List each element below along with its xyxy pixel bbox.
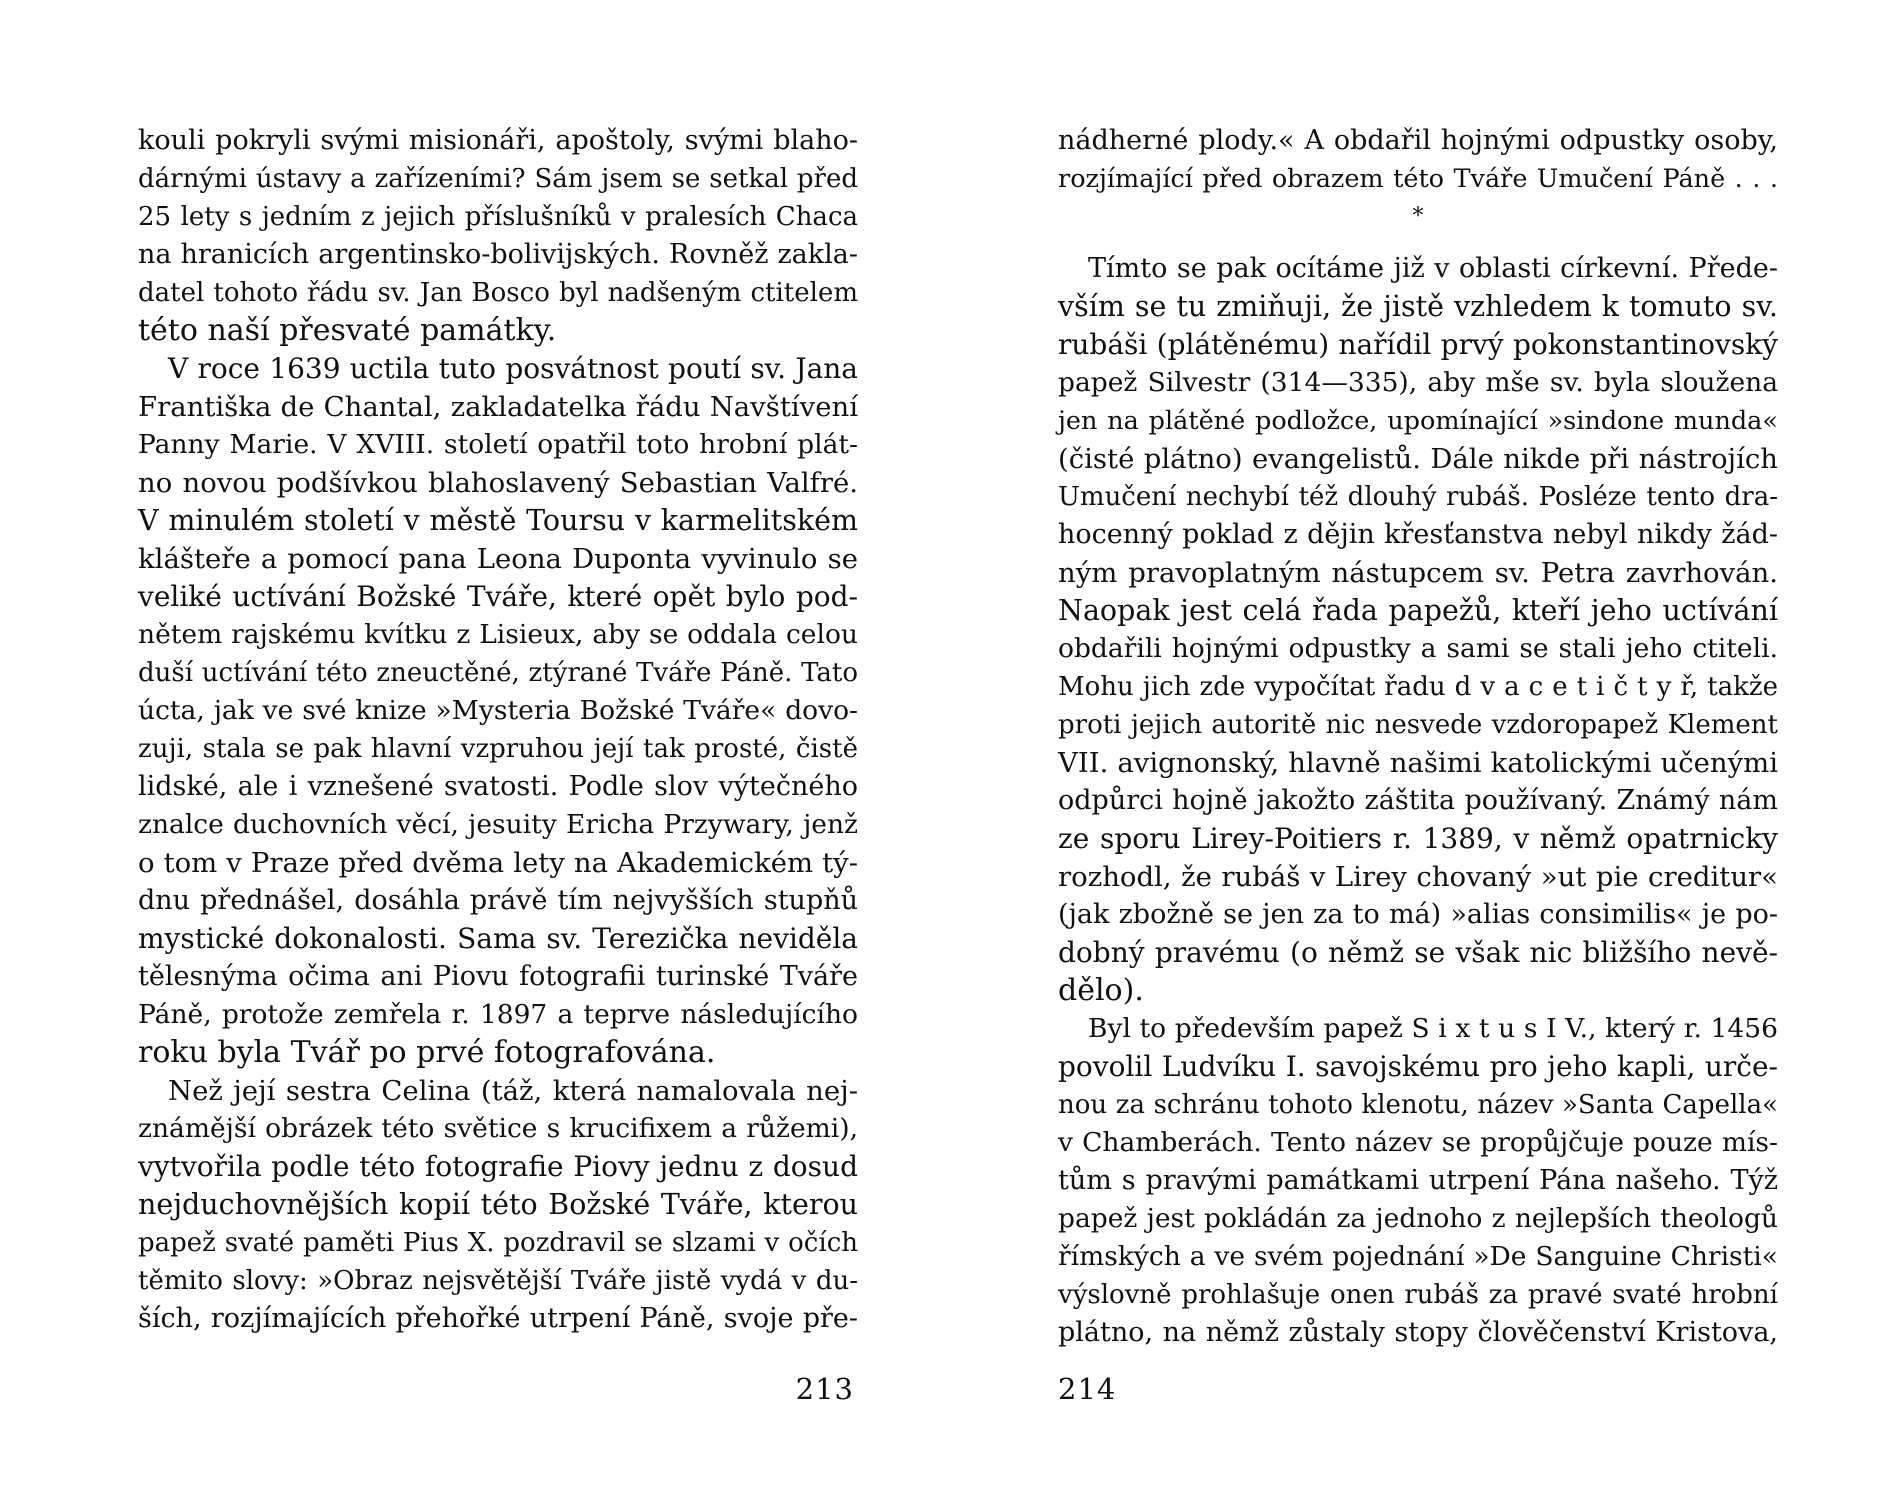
text-line: ších, rozjímajících přehořké utrpení Páně, svoje pře-: [138, 1303, 858, 1334]
text-line: odpůrci hojně jakožto záštita používaný. Známý nám: [1058, 785, 1778, 816]
right-page: [1058, 0, 1778, 1500]
text-line: hocenný poklad z dějin křesťanstva nebyl nikdy žád-: [1058, 519, 1778, 550]
text-line: jen na plátěné podložce, upomínající »sindone munda«: [1058, 406, 1778, 436]
text-line: této naší přesvaté památky.: [138, 313, 557, 348]
text-line: vším se tu zmiňuji, že jistě vzhledem k tomuto sv.: [1058, 290, 1778, 323]
text-line: mystické dokonalosti. Sama sv. Terezička neviděla: [138, 922, 858, 955]
text-line: rubáši (plátěnému) nařídil prvý pokonstantinovský: [1058, 328, 1778, 361]
text-line: Páně, protože zemřela r. 1897 a teprve následujícího: [138, 999, 858, 1030]
section-separator: *: [1412, 204, 1424, 229]
text-line: papež jest pokládán za jednoho z nejlepších theologů: [1058, 1203, 1778, 1234]
text-line: dělo).: [1058, 973, 1144, 1008]
text-line: plátno, na němž zůstaly stopy člověčenství Kristova,: [1058, 1317, 1778, 1348]
text-line: o tom v Praze před dvěma lety na Akademickém tý-: [138, 847, 858, 879]
left-page-text: [138, 122, 858, 1338]
text-line: (jak zbožně se jen za to má) »alias consimilis« je po-: [1058, 899, 1778, 930]
text-line: nou za schránu tohoto klenotu, název »Santa Capella«: [1058, 1090, 1778, 1120]
text-line: známější obrázek této světice s krucifixem a růžemi),: [138, 1113, 858, 1144]
text-line: kouli pokryli svými misionáři, apoštoly, svými blaho-: [138, 125, 858, 156]
text-line: římských a ve svém pojednání »De Sanguine Christi«: [1058, 1241, 1778, 1272]
text-line: datel tohoto řádu sv. Jan Bosco byl nadšeným ctitelem: [138, 278, 858, 308]
text-line: dnu přednášel, dosáhla právě tím nejvyšších stupňů: [138, 885, 858, 916]
text-line: duší uctívání této zneuctěné, ztýrané Tváře Páně. Tato: [138, 658, 858, 688]
text-line: VII. avignonský, hlavně našimi katolickými učenými: [1058, 747, 1778, 779]
text-line: Panny Marie. V XVIII. století opatřil toto hrobní plát-: [138, 429, 858, 460]
text-line: obdařili hojnými odpustky a sami se stali jeho ctiteli.: [1058, 633, 1778, 664]
text-line: papež svaté paměti Pius X. pozdravil se slzami v očích: [138, 1228, 858, 1258]
text-line: těmito slovy: »Obraz nejsvětější Tváře jistě vydá v du-: [138, 1266, 858, 1296]
text-line: Byl to především papež S i x t u s I V., který r. 1456: [1088, 1013, 1778, 1044]
text-line: ze sporu Lirey-Poitiers r. 1389, v němž opatrnicky: [1058, 822, 1778, 855]
text-line: dárnými ústavy a zařízeními? Sám jsem se setkal před: [138, 164, 858, 194]
text-line: V minulém století v městě Toursu v karmelitském: [138, 504, 858, 537]
text-line: tělesnýma očima ani Piovu fotografii turinské Tváře: [138, 961, 858, 992]
text-line: Františka de Chantal, zakladatelka řádu Navštívení: [138, 391, 858, 423]
text-line: lidské, ale i vznešené svatosti. Podle slov výtečného: [138, 771, 858, 802]
right-page-text: [1058, 122, 1778, 1352]
text-line: Umučení nechybí též dlouhý rubáš. Posléze tento dra-: [1058, 482, 1778, 512]
text-line: V roce 1639 uctila tuto posvátnost poutí sv. Jana: [168, 352, 858, 385]
text-line: tům s pravými památkami utrpení Pána našeho. Týž: [1058, 1165, 1778, 1196]
text-line: povolil Ludvíku I. savojskému pro jeho kapli, urče-: [1058, 1050, 1778, 1083]
text-line: dobný pravému (o němž se však nic bližšího nevě-: [1058, 936, 1778, 969]
text-line: ným pravoplatným nástupcem sv. Petra zavrhován.: [1058, 557, 1778, 589]
text-line: zuji, stala se pak hlavní vzpruhou její tak prosté, čistě: [138, 734, 858, 764]
text-line: výslovně prohlašuje onen rubáš za pravé svaté hrobní: [1058, 1280, 1778, 1310]
text-line: nětem rajskému kvítku z Lisieux, aby se oddala celou: [138, 619, 858, 650]
page-number: 214: [1058, 1372, 1117, 1406]
text-line: 25 lety s jedním z jejich příslušníků v pralesích Chaca: [138, 202, 858, 232]
text-line: v Chamberách. Tento název se propůjčuje pouze mís-: [1058, 1127, 1778, 1158]
text-line: vytvořila podle této fotografie Piovy jednu z dosud: [138, 1150, 858, 1183]
text-line: Mohu jich zde vypočítat řadu d v a c e t i č t y ř, takže: [1058, 672, 1778, 702]
text-line: veliké uctívání Božské Tváře, které opět bylo pod-: [138, 580, 858, 613]
text-line: znalce duchovních věcí, jesuity Ericha Przywary, jenž: [138, 809, 858, 840]
text-line: Naopak jest celá řada papežů, kteří jeho uctívání: [1058, 594, 1778, 627]
left-page: [138, 0, 858, 1500]
text-line: (čisté plátno) evangelistů. Dále nikde při nástrojích: [1058, 443, 1778, 475]
text-line: no novou podšívkou blahoslavený Sebastian Valfré.: [138, 467, 858, 499]
text-line: Než její sestra Celina (táž, která namalovala nej-: [168, 1075, 858, 1107]
text-line: papež Silvestr (314—335), aby mše sv. byla sloužena: [1058, 367, 1778, 398]
page-number: 213: [795, 1372, 854, 1406]
text-line: proti jejich autoritě nic nesvede vzdoropapež Klement: [1058, 710, 1778, 740]
text-line: nádherné plody.« A obdařil hojnými odpustky osoby,: [1058, 125, 1778, 156]
text-line: rozjímající před obrazem této Tváře Umučení Páně . . .: [1058, 164, 1778, 194]
text-line: klášteře a pomocí pana Leona Duponta vyvinulo se: [138, 543, 858, 575]
text-line: úcta, jak ve své knize »Mysteria Božské Tváře« dovo-: [138, 695, 858, 726]
text-line: rozhodl, že rubáš v Lirey chovaný »ut pie creditur«: [1058, 861, 1778, 893]
text-line: Tímto se pak ocítáme již v oblasti církevní. Přede-: [1088, 253, 1778, 284]
text-line: roku byla Tvář po prvé fotografována.: [138, 1035, 716, 1070]
text-line: nejduchovnějších kopií této Božské Tváře, kterou: [138, 1188, 858, 1221]
text-line: na hranicích argentinsko-bolivijských. Rovněž zakla-: [138, 239, 858, 270]
